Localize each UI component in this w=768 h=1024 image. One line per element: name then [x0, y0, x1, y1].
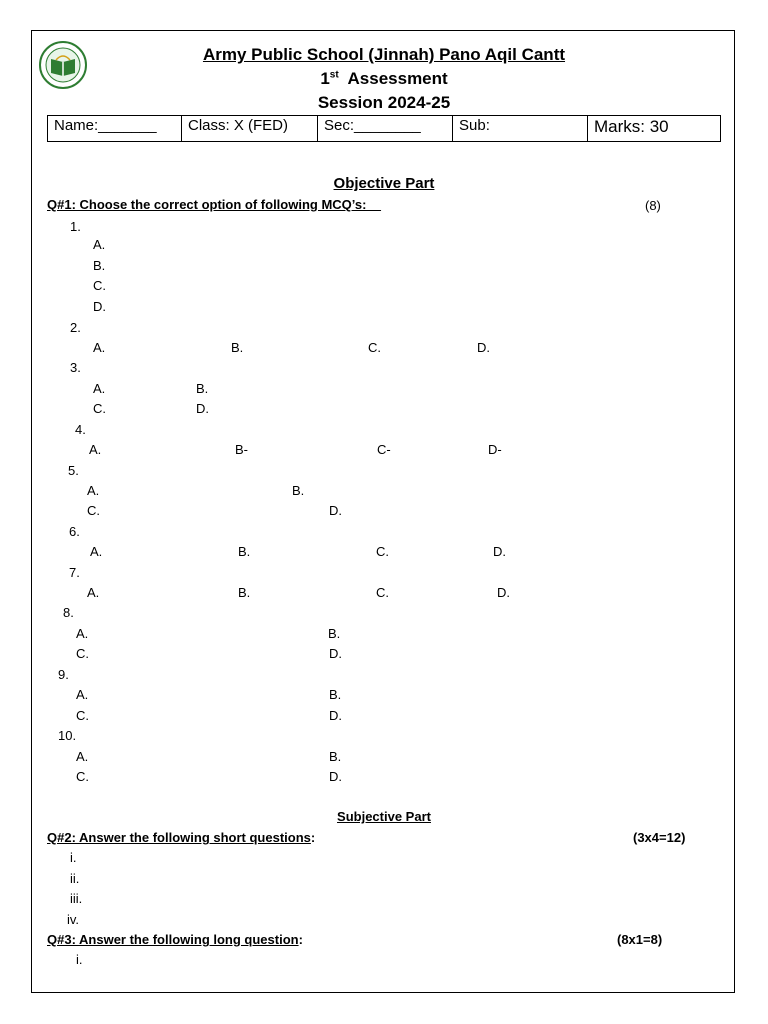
mcq-option: B.	[292, 483, 305, 498]
mcq-option: B.	[196, 381, 209, 396]
marks-cell: Marks: 30	[588, 116, 721, 142]
sub-cell: Sub:	[453, 116, 588, 142]
short-item: iv.	[67, 912, 80, 927]
mcq-option: D.	[93, 299, 106, 314]
mcq-option: C.	[376, 585, 389, 600]
mcq-number: 8.	[63, 605, 74, 620]
assessment-number: 1	[320, 69, 330, 88]
short-item: i.	[70, 850, 77, 865]
objective-title: Objective Part	[333, 175, 435, 192]
mcq-option: C.	[87, 503, 100, 518]
q2-colon: :	[310, 830, 316, 845]
mcq-number: 9.	[58, 667, 69, 682]
subjective-title: Subjective Part	[337, 809, 431, 824]
mcq-option: C-	[377, 442, 391, 457]
session-title: Session 2024-25	[317, 93, 451, 112]
mcq-option: A.	[76, 749, 89, 764]
mcq-option: A.	[93, 340, 106, 355]
mcq-option: C.	[76, 708, 89, 723]
mcq-option: A.	[93, 237, 106, 252]
mcq-option: C.	[76, 769, 89, 784]
mcq-option: D.	[329, 646, 342, 661]
assessment-title	[0, 69, 768, 89]
mcq-number: 1.	[70, 219, 81, 234]
sec-cell: Sec:________	[318, 116, 453, 142]
mcq-option: D.	[196, 401, 209, 416]
mcq-option: B.	[238, 544, 251, 559]
q3-heading	[47, 932, 303, 947]
class-cell: Class: X (FED)	[182, 116, 318, 142]
short-item: ii.	[70, 871, 80, 886]
info-table	[47, 115, 721, 142]
mcq-option: B.	[329, 687, 342, 702]
mcq-number: 4.	[75, 422, 86, 437]
q3-heading-text: Q#3: Answer the following long question	[47, 932, 299, 947]
short-item: iii.	[70, 891, 83, 906]
assessment-word: Assessment	[347, 69, 448, 88]
mcq-option: B.	[238, 585, 251, 600]
mcq-option: B.	[93, 258, 106, 273]
mcq-option: A.	[90, 544, 103, 559]
mcq-option: B.	[231, 340, 244, 355]
mcq-option: B.	[328, 626, 341, 641]
mcq-number: 2.	[70, 320, 81, 335]
mcq-option: D.	[477, 340, 490, 355]
mcq-number: 6.	[69, 524, 80, 539]
mcq-option: D.	[493, 544, 506, 559]
mcq-option: C.	[93, 401, 106, 416]
mcq-number: 3.	[70, 360, 81, 375]
q2-marks: (3x4=12)	[633, 830, 686, 845]
mcq-option: B.	[329, 749, 342, 764]
q2-heading	[47, 830, 315, 845]
mcq-option: A.	[76, 687, 89, 702]
mcq-option: A.	[87, 483, 100, 498]
mcq-option: A.	[87, 585, 100, 600]
q3-marks: (8x1=8)	[617, 932, 663, 947]
q1-marks: (8)	[645, 198, 661, 213]
assessment-ordinal: st	[329, 69, 339, 81]
mcq-option: A.	[89, 442, 102, 457]
mcq-number: 5.	[68, 463, 79, 478]
q3-colon: :	[298, 932, 303, 947]
mcq-option: D.	[497, 585, 510, 600]
mcq-option: C.	[76, 646, 89, 661]
mcq-option: A.	[93, 381, 106, 396]
name-cell: Name:_______	[48, 116, 182, 142]
mcq-option: C.	[93, 278, 106, 293]
q2-heading-text: Q#2: Answer the following short questions	[47, 830, 311, 845]
mcq-option: C.	[368, 340, 381, 355]
mcq-option: D-	[488, 442, 502, 457]
mcq-option: D.	[329, 769, 342, 784]
long-item: i.	[76, 952, 83, 967]
mcq-number: 7.	[69, 565, 80, 580]
mcq-number: 10.	[58, 728, 77, 743]
mcq-option: D.	[329, 503, 342, 518]
mcq-option: D.	[329, 708, 342, 723]
q1-heading: Q#1: Choose the correct option of following MCQ’s:__	[47, 197, 381, 212]
mcq-option: A.	[76, 626, 89, 641]
school-name: Army Public School (Jinnah) Pano Aqil Cantt	[202, 45, 566, 64]
mcq-option: B-	[235, 442, 248, 457]
mcq-option: C.	[376, 544, 389, 559]
